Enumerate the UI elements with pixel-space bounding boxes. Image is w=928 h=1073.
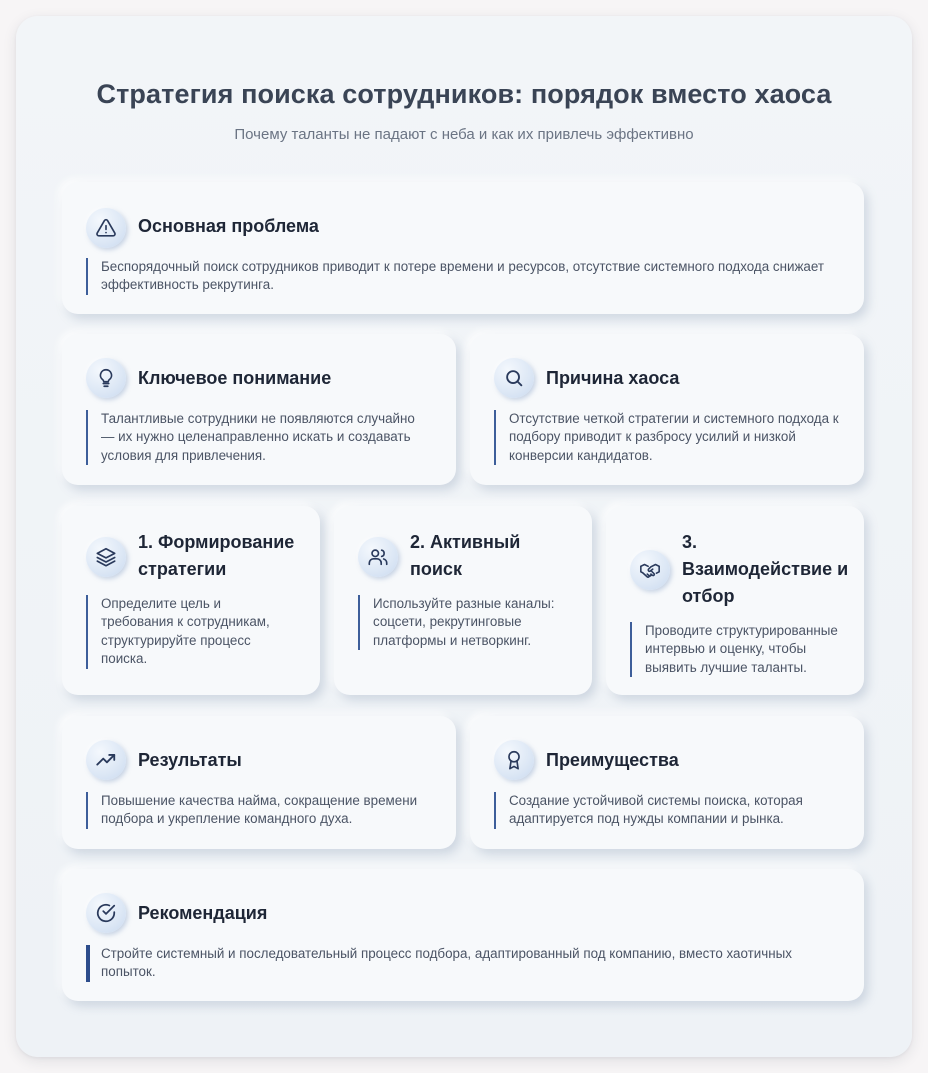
page-title: Стратегия поиска сотрудников: порядок вместо хаоса (96, 79, 832, 109)
card-step-strategy (62, 506, 320, 695)
card-title: Рекомендация (138, 903, 268, 923)
card-text: Проводите структурированные интервью и оценку, чтобы выявить лучшие таланты. (630, 622, 840, 677)
check-circle-icon (86, 893, 126, 933)
card-title: Причина хаоса (546, 368, 680, 388)
card-title: Результаты (138, 750, 242, 770)
card-title: 1. Формирование стратегии (138, 532, 295, 579)
card-text: Стройте системный и последовательный процесс подбора, адаптированный под компанию, вместо хаотичных попыток. (86, 945, 826, 982)
warning-triangle-icon (86, 208, 126, 248)
card-chaos-cause (470, 334, 864, 485)
handshake-icon (630, 550, 670, 590)
card-title: Преимущества (546, 750, 679, 770)
lightbulb-icon (86, 358, 126, 398)
card-text: Повышение качества найма, сокращение времени подбора и укрепление командного духа. (86, 792, 441, 829)
card-text: Используйте разные каналы: соцсети, рекрутинговые платформы и нетворкинг. (358, 595, 563, 650)
card-text: Создание устойчивой системы поиска, которая адаптируется под нужды компании и рынка. (494, 792, 839, 829)
card-recommendation (62, 869, 864, 1001)
card-text: Определите цель и требования к сотрудникам, структурируйте процесс поиска. (86, 595, 291, 669)
page-subtitle: Почему таланты не падают с неба и как их привлечь эффективно (234, 126, 694, 143)
card-text: Талантливые сотрудники не появляются случайно — их нужно целенаправленно искать и создавать условия для привлечения. (86, 410, 431, 465)
card-text: Отсутствие четкой стратегии и системного подхода к подбору приводит к разбросу усилий и низкой конверсии кандидатов. (494, 410, 839, 465)
card-main-problem (62, 182, 864, 314)
card-title: Основная проблема (138, 216, 319, 236)
card-title: Ключевое понимание (138, 368, 332, 388)
layers-icon (86, 537, 126, 577)
card-step-selection (606, 506, 864, 695)
trending-up-icon (86, 740, 126, 780)
search-icon (494, 358, 534, 398)
card-title: 3. Взаимодействие и отбор (682, 532, 849, 606)
card-key-insight (62, 334, 456, 485)
award-icon (494, 740, 534, 780)
card-step-active-search (334, 506, 592, 695)
card-benefits (470, 716, 864, 849)
card-title: 2. Активный поиск (410, 532, 521, 579)
card-text: Беспорядочный поиск сотрудников приводит к потере времени и ресурсов, отсутствие системного подхода снижает эффективность рекрутинга. (86, 258, 826, 295)
users-icon (358, 537, 398, 577)
card-results (62, 716, 456, 849)
